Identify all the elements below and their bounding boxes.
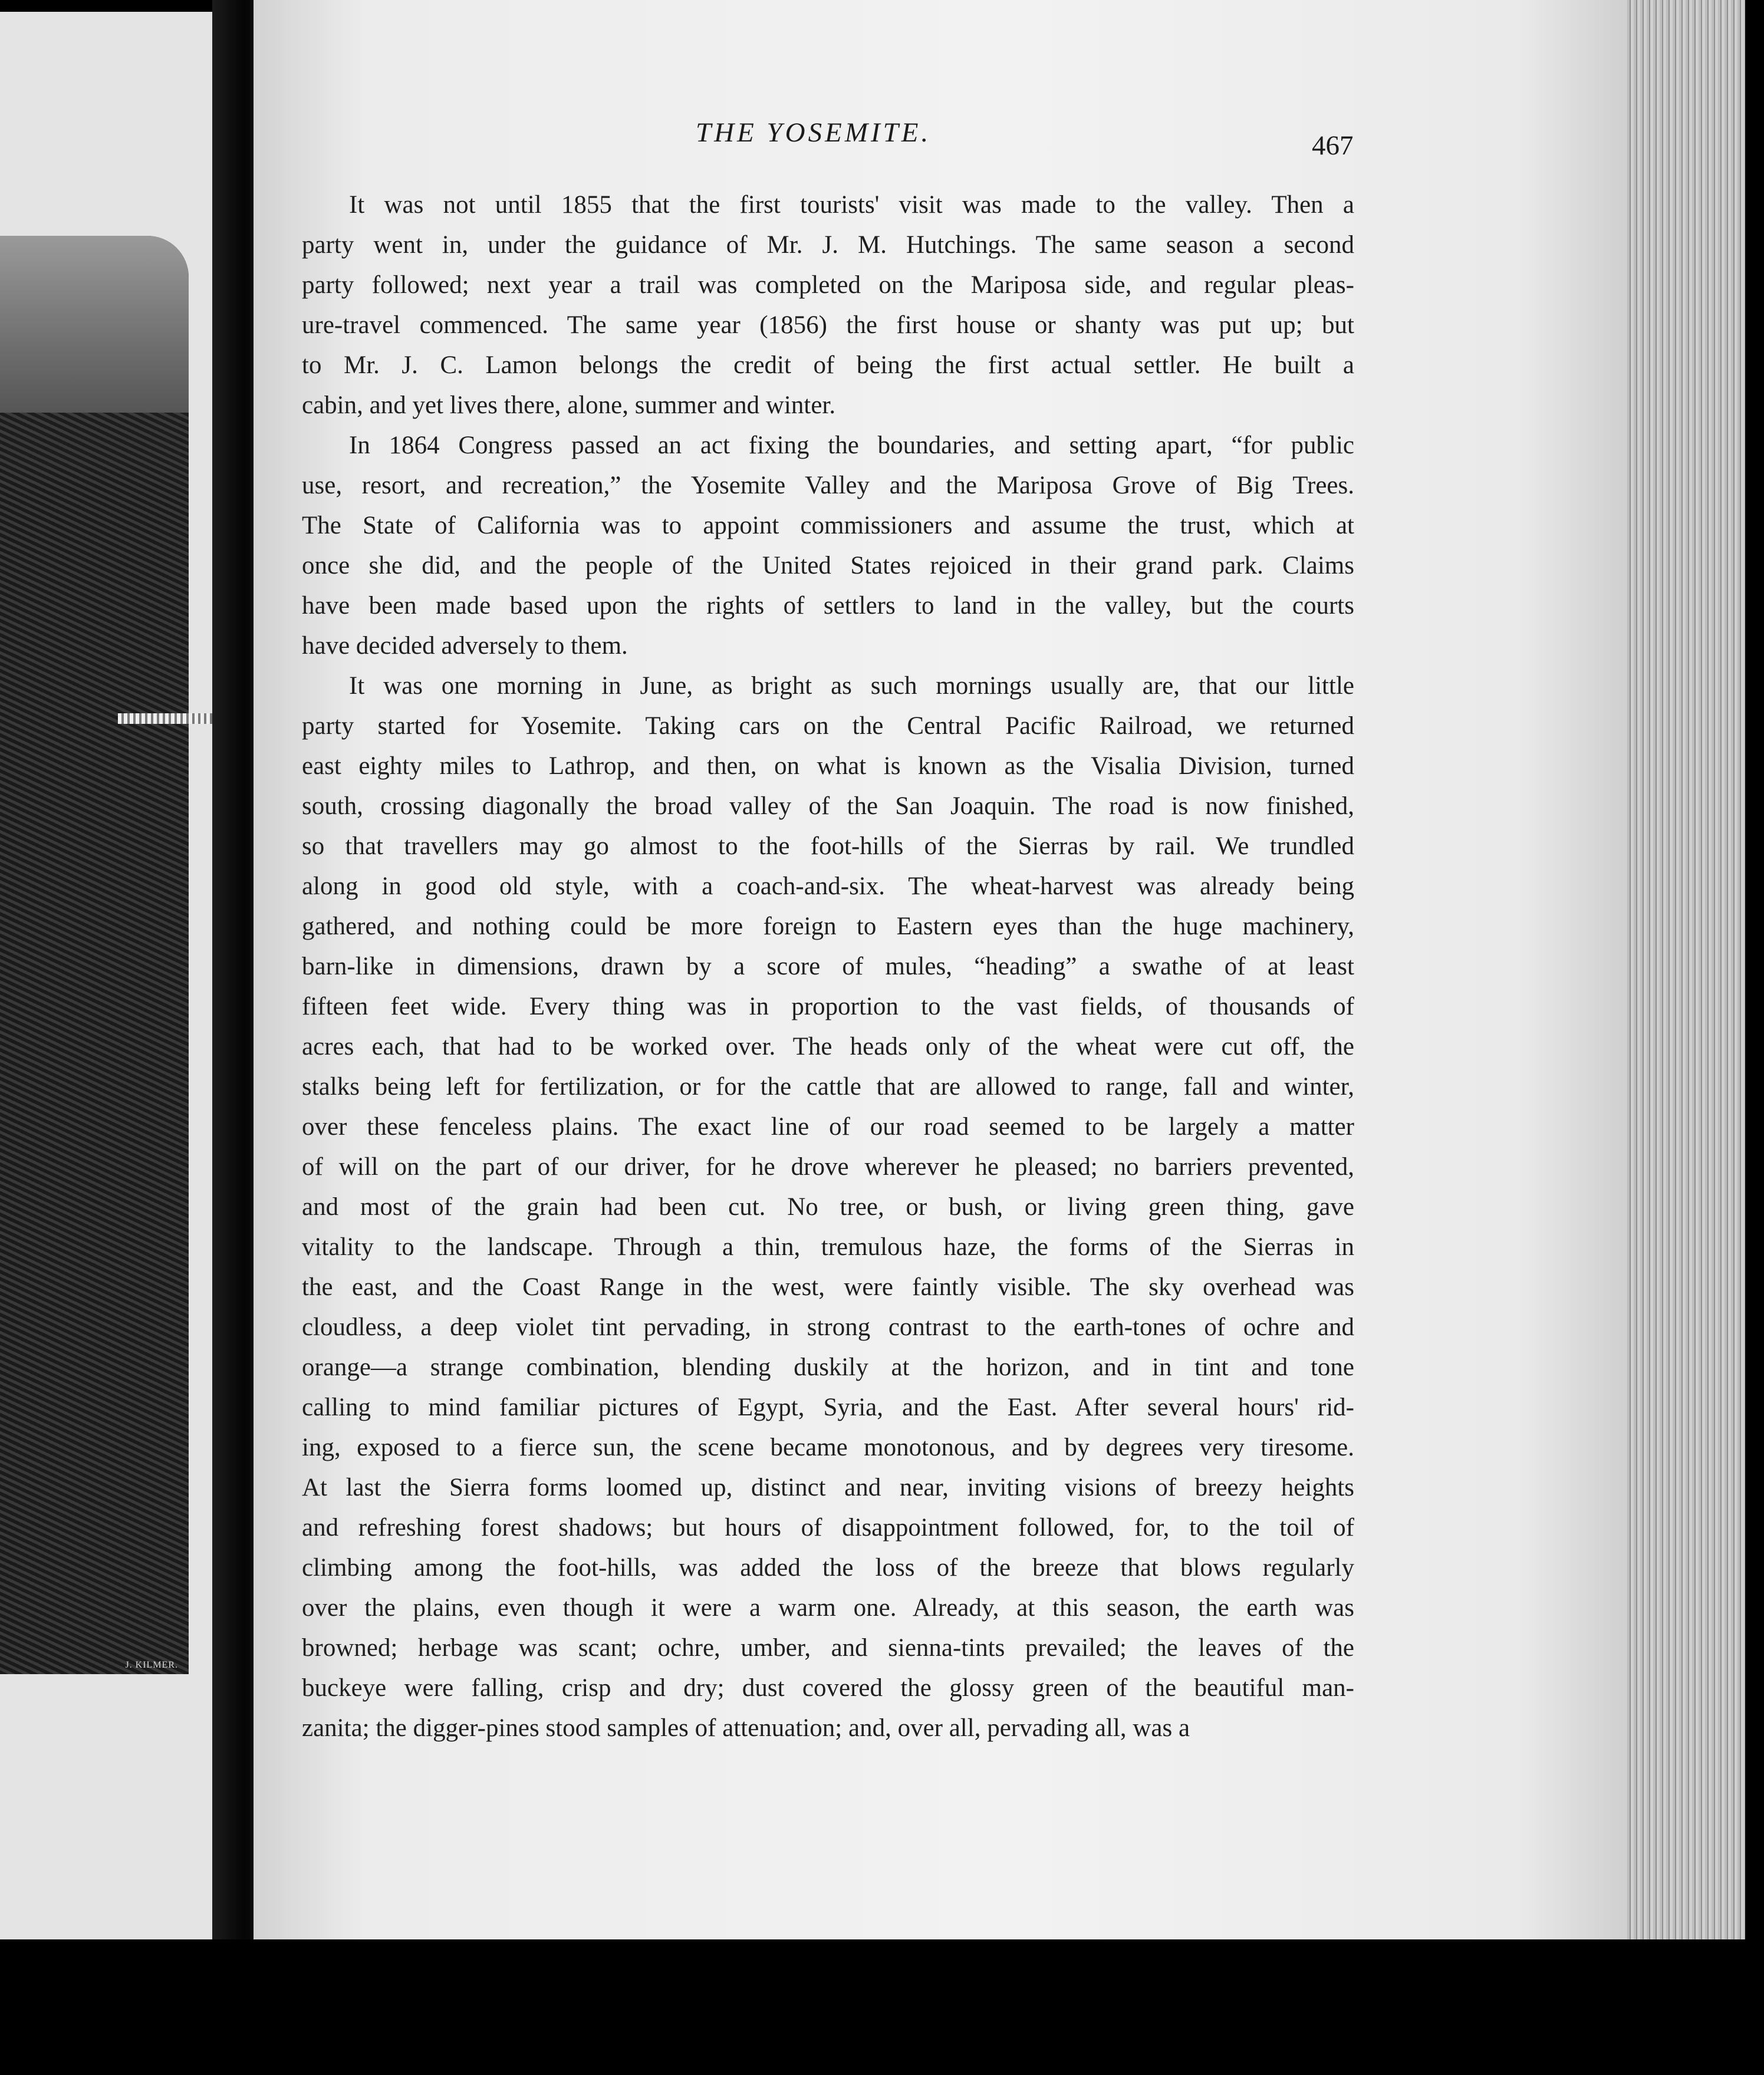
text-line: calling to mind familiar pictures of Egypt, Syria, and the East. After several hours' rid- [302,1394,1354,1421]
text-line: gathered, and nothing could be more foreign to Eastern eyes than the huge machinery, [302,913,1354,940]
paragraph [302,666,1354,1748]
body-text [302,185,1354,1748]
text-line: ure-travel commenced. The same year (1856) the first house or shanty was put up; but [302,311,1354,339]
paragraph [302,185,1354,426]
text-line: party went in, under the guidance of Mr. J. M. Hutchings. The same season a second [302,231,1354,259]
text-line: of will on the part of our driver, for he drove wherever he pleased; no barriers prevented, [302,1153,1354,1181]
text-line: orange—a strange combination, blending duskily at the horizon, and in tint and tone [302,1353,1354,1381]
text-line: zanita; the digger-pines stood samples of attenuation; and, over all, pervading all, was a [302,1714,1190,1742]
text-line: It was not until 1855 that the first tourists' visit was made to the valley. Then a [349,191,1354,219]
text-line: fifteen feet wide. Every thing was in proportion to the vast fields, of thousands of [302,993,1354,1020]
text-line: It was one morning in June, as bright as such mornings usually are, that our little [349,672,1354,700]
text-line: to Mr. J. C. Lamon belongs the credit of being the first actual settler. He built a [302,351,1354,379]
text-line: stalks being left for fertilization, or for the cattle that are allowed to range, fall and winter, [302,1073,1354,1101]
text-line: In 1864 Congress passed an act fixing the boundaries, and setting apart, “for public [349,432,1354,459]
engraving-trees [0,413,189,1674]
text-line: barn-like in dimensions, drawn by a score of mules, “heading” a swathe of at least [302,953,1354,980]
text-line: use, resort, and recreation,” the Yosemite Valley and the Mariposa Grove of Big Trees. [302,472,1354,499]
text-line: browned; herbage was scant; ochre, umber, and sienna-tints prevailed; the leaves of the [302,1634,1354,1662]
text-line: party started for Yosemite. Taking cars on the Central Pacific Railroad, we returned [302,712,1354,740]
text-line: so that travellers may go almost to the foot-hills of the Sierras by rail. We trundled [302,832,1354,860]
text-line: once she did, and the people of the United States rejoiced in their grand park. Claims [302,552,1354,579]
text-line: east eighty miles to Lathrop, and then, on what is known as the Visalia Division, turned [302,752,1354,780]
text-line: cabin, and yet lives there, alone, summer and winter. [302,391,836,419]
page-edges [1627,0,1745,1939]
text-line: party followed; next year a trail was completed on the Mariposa side, and regular pleas- [302,271,1354,299]
text-line: cloudless, a deep violet tint pervading, in strong contrast to the earth-tones of ochre and [302,1313,1354,1341]
text-line: along in good old style, with a coach-and-six. The wheat-harvest was already being [302,872,1354,900]
bottom-shadow [0,1939,1764,2075]
text-line: and refreshing forest shadows; but hours of disappointment followed, for, to the toil of [302,1514,1354,1542]
text-line: climbing among the foot-hills, was added the loss of the breeze that blows regularly [302,1554,1354,1582]
text-line: over these fenceless plains. The exact line of our road seemed to be largely a matter [302,1113,1354,1141]
text-line: and most of the grain had been cut. No tree, or bush, or living green thing, gave [302,1193,1354,1221]
text-line: acres each, that had to be worked over. The heads only of the wheat were cut off, the [302,1033,1354,1060]
text-line: ing, exposed to a fierce sun, the scene became monotonous, and by degrees very tiresome. [302,1434,1354,1461]
text-line: the east, and the Coast Range in the west, were faintly visible. The sky overhead was [302,1273,1354,1301]
text-line: buckeye were falling, crisp and dry; dust covered the glossy green of the beautiful man- [302,1674,1354,1702]
text-line: have been made based upon the rights of settlers to land in the valley, but the courts [302,592,1354,620]
text-line: At last the Sierra forms loomed up, distinct and near, inviting visions of breezy heights [302,1474,1354,1501]
text-line: have decided adversely to them. [302,632,628,660]
engraving-highlight-band [118,713,212,724]
paragraph [302,426,1354,666]
left-page [0,12,212,1939]
page-number: 467 [1312,130,1354,161]
engraver-signature: J. KILMER. [125,1660,178,1670]
text-line: south, crossing diagonally the broad valley of the San Joaquin. The road is now finished, [302,792,1354,820]
running-head: THE YOSEMITE. [696,117,932,148]
text-line: over the plains, even though it were a warm one. Already, at this season, the earth was [302,1594,1354,1622]
text-line: vitality to the landscape. Through a thin, tremulous haze, the forms of the Sierras in [302,1233,1354,1261]
text-line: The State of California was to appoint commissioners and assume the trust, which at [302,512,1354,539]
engraving-illustration [0,236,189,1674]
